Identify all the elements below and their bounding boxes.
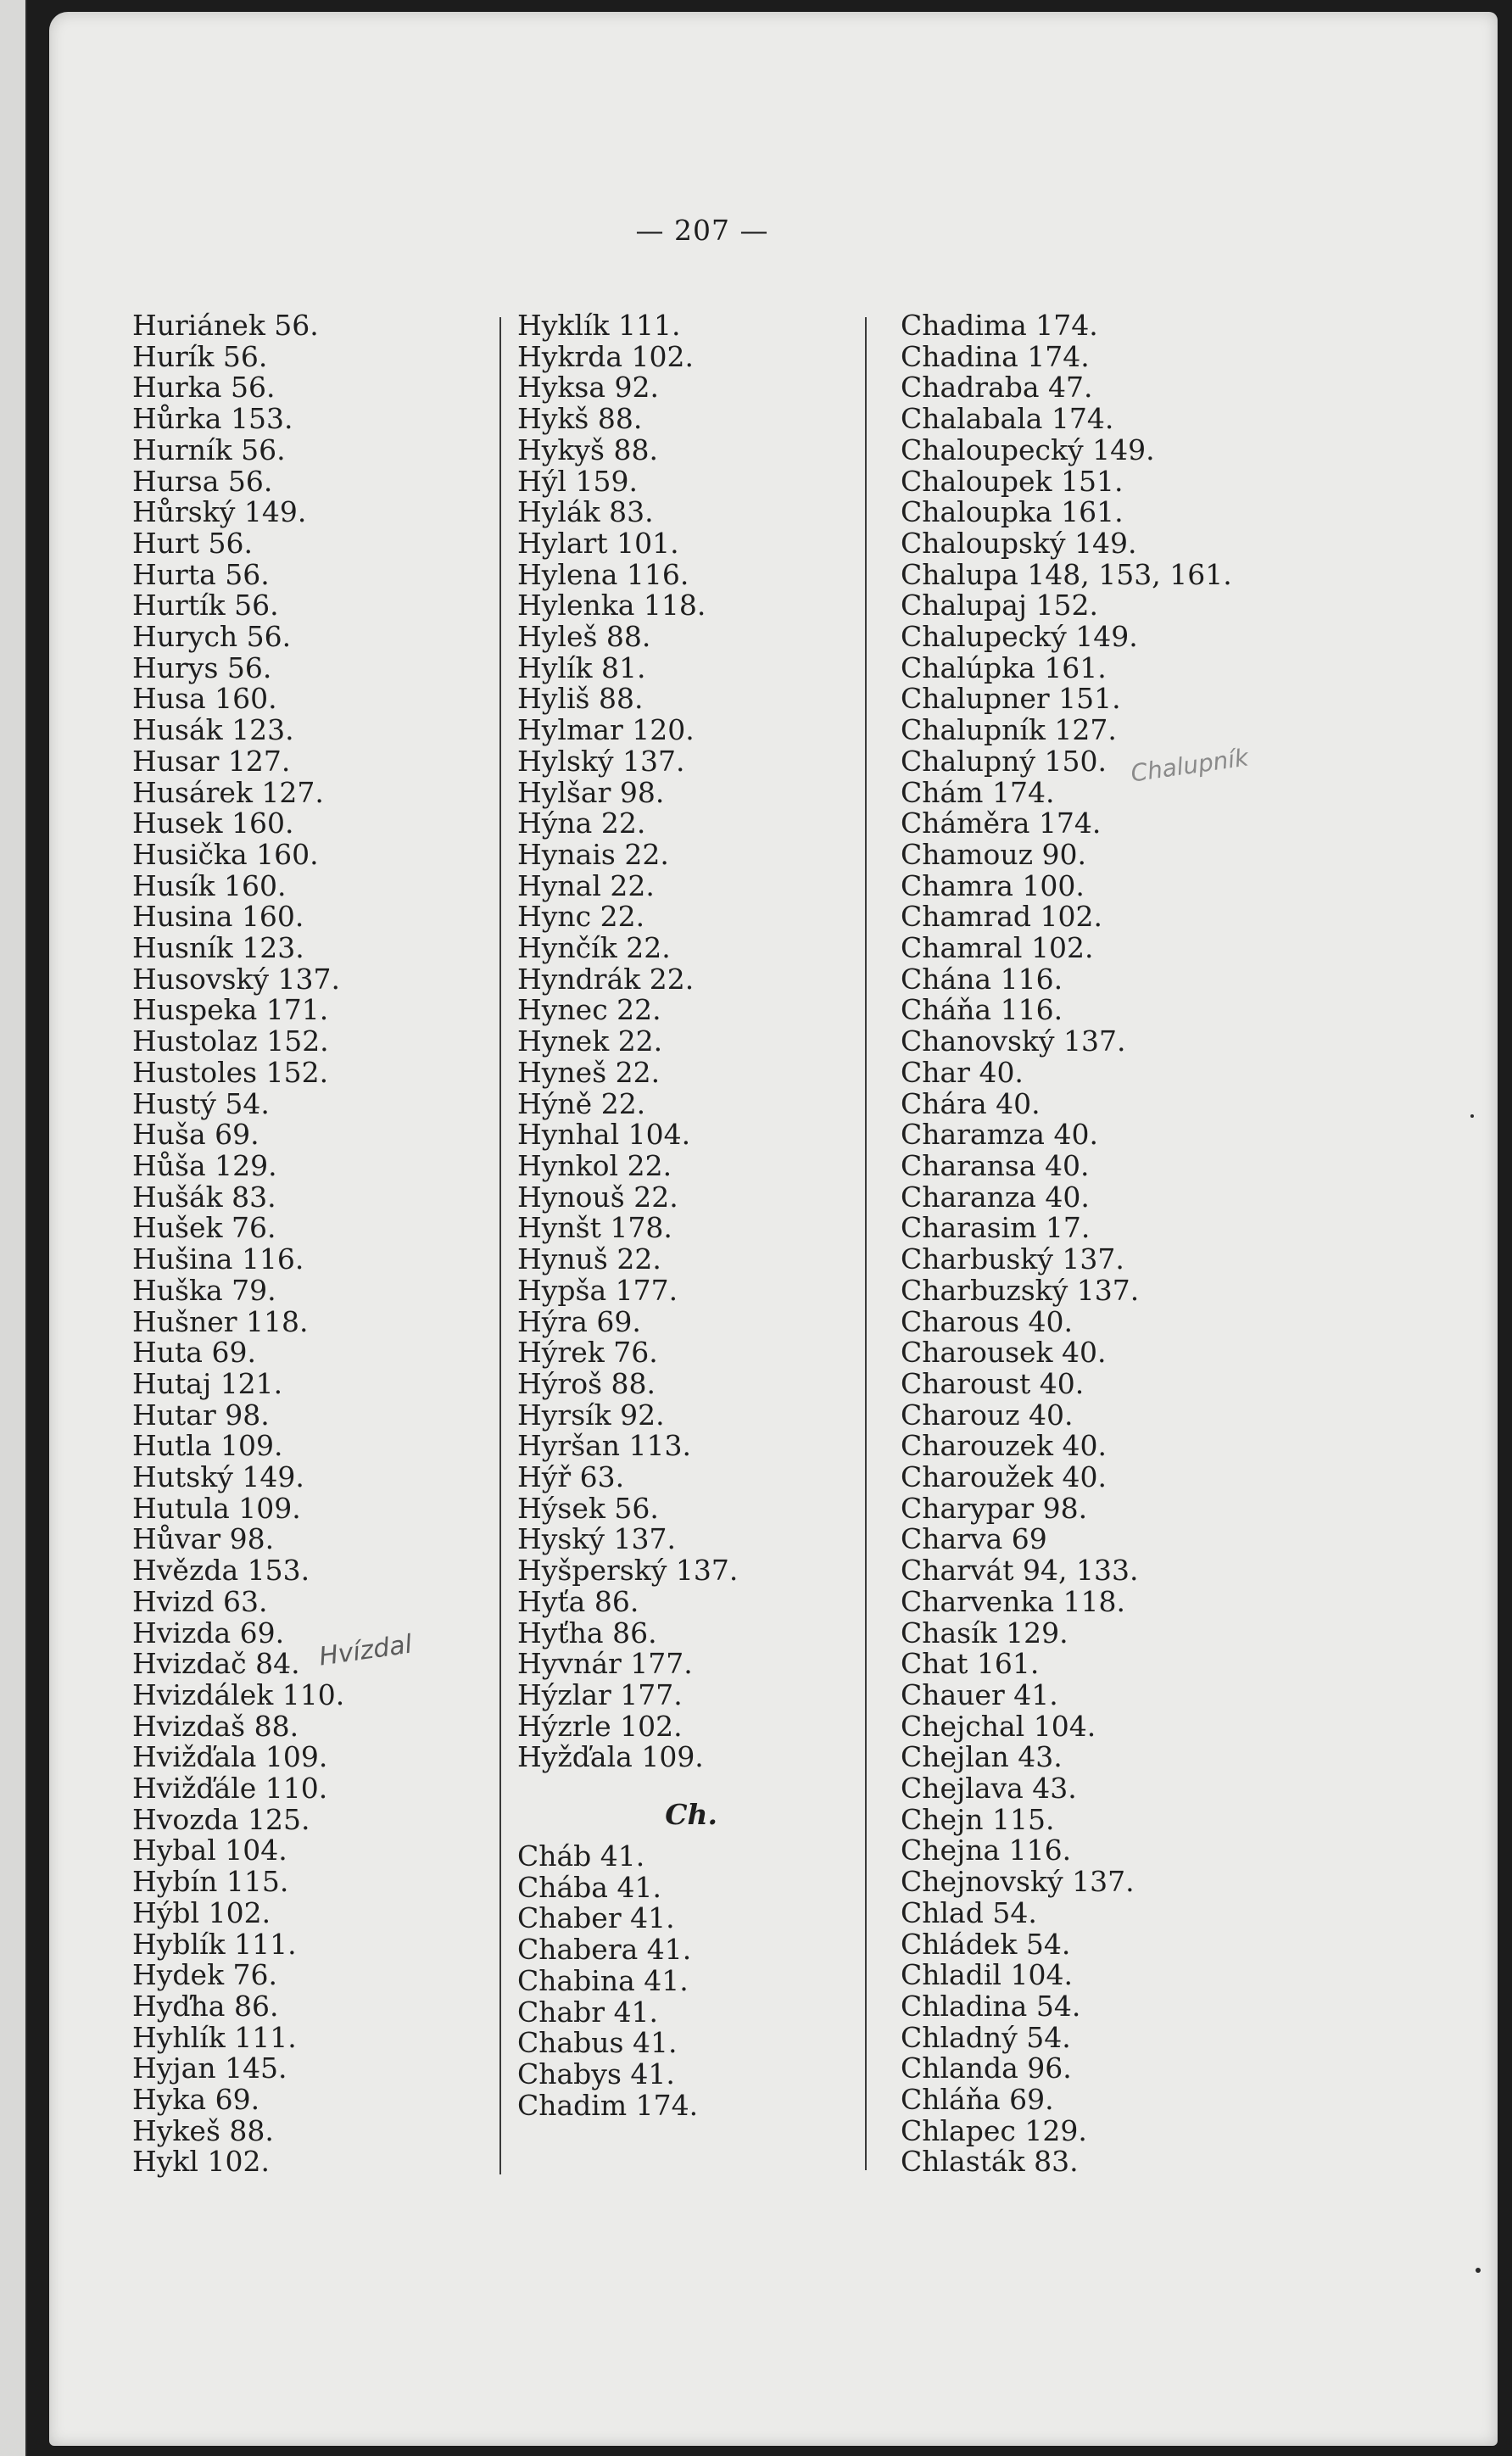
index-entry: Hylák 83. [517, 495, 654, 529]
index-entry: Husárek 127. [132, 775, 324, 809]
handwritten-note-hvizdal: Hvízdal [317, 1629, 415, 1672]
index-entry: Hurník 56. [132, 433, 286, 466]
index-entry: Chabr 41. [517, 1995, 659, 2029]
index-entry: Hýsek 56. [517, 1491, 659, 1525]
index-entry: Charoust 40. [901, 1366, 1085, 1400]
index-entry: Hýroš 88. [517, 1366, 656, 1400]
index-entry: Huša 69. [132, 1118, 259, 1152]
index-entry: Hůvar 98. [132, 1522, 275, 1556]
index-entry: Chlad 54. [901, 1895, 1037, 1929]
index-entry: Hůrský 149. [132, 495, 307, 529]
index-entry: Hustolaz 152. [132, 1024, 329, 1058]
index-entry: Hykyš 88. [517, 433, 658, 466]
index-entry: Chladina 54. [901, 1989, 1081, 2023]
index-entry: Chamrad 102. [901, 900, 1103, 934]
index-entry: Hursa 56. [132, 464, 273, 498]
index-entry: Chába 41. [517, 1870, 661, 1904]
index-entry: Cháňa 116. [901, 993, 1063, 1027]
index-entry: Hurys 56. [132, 650, 272, 684]
index-entry: Hvozda 125. [132, 1802, 310, 1836]
index-entry: Hylart 101. [517, 526, 679, 560]
index-entry: Chauer 41. [901, 1677, 1058, 1711]
scan-speck [1476, 2268, 1481, 2273]
index-entry: Charansa 40. [901, 1148, 1090, 1182]
index-entry: Hustý 54. [132, 1086, 270, 1120]
index-entry: Charanza 40. [901, 1180, 1090, 1214]
index-entry: Husar 127. [132, 744, 291, 778]
index-entry: Hyťha 86. [517, 1616, 657, 1649]
index-entry: Husička 160. [132, 837, 319, 871]
index-entry: Hynal 22. [517, 868, 655, 902]
index-entry: Charouzek 40. [901, 1429, 1107, 1463]
index-entry: Chalupník 127. [901, 713, 1117, 747]
index-entry: Hušek 76. [132, 1211, 276, 1245]
index-entry: Chláňa 69. [901, 2083, 1054, 2117]
index-column-2 [517, 310, 738, 2121]
index-entry: Hůša 129. [132, 1148, 277, 1182]
index-entry: Chaloupek 151. [901, 464, 1124, 498]
index-entry: Charypar 98. [901, 1491, 1088, 1525]
index-entry: Hynhal 104. [517, 1118, 691, 1152]
index-entry: Chabus 41. [517, 2026, 678, 2060]
index-entry: Chalupecký 149. [901, 620, 1138, 654]
index-entry: Huška 79. [132, 1273, 276, 1307]
index-entry: Hvizdač 84. [132, 1647, 300, 1681]
index-entry: Hutula 109. [132, 1491, 301, 1525]
index-entry: Hvizdaš 88. [132, 1709, 299, 1743]
page-number: — 207 — [635, 214, 769, 247]
index-entry: Hync 22. [517, 900, 645, 934]
index-entry: Hynais 22. [517, 837, 669, 871]
index-entry: Hyndrák 22. [517, 962, 695, 996]
index-entry: Hýrek 76. [517, 1336, 658, 1370]
index-entry: Chlasták 83. [901, 2145, 1079, 2179]
index-column-3 [901, 310, 1232, 2178]
index-entry: Chejn 115. [901, 1802, 1055, 1836]
index-entry: Charamza 40. [901, 1118, 1098, 1152]
scan-speck [1470, 1114, 1474, 1118]
index-entry: Cháb 41. [517, 1839, 645, 1873]
index-entry: Hylík 81. [517, 650, 646, 684]
index-entry: Hydek 76. [132, 1958, 278, 1992]
index-entry: Hyklík 111. [517, 309, 681, 342]
index-entry: Charous 40. [901, 1304, 1073, 1338]
index-entry: Hyhlík 111. [132, 2020, 297, 2054]
index-entry: Husník 123. [132, 931, 304, 965]
index-entry: Chadraba 47. [901, 371, 1093, 405]
index-entry: Hynkol 22. [517, 1148, 672, 1182]
index-entry: Hutar 98. [132, 1398, 270, 1432]
index-entry: Chalabala 174. [901, 402, 1114, 436]
index-entry: Hyneš 22. [517, 1055, 661, 1089]
index-entry: Chlanda 96. [901, 2051, 1072, 2085]
index-entry: Hutla 109. [132, 1429, 283, 1463]
index-entry: Hyksa 92. [517, 371, 659, 405]
index-entry: Hynšt 178. [517, 1211, 672, 1245]
index-entry: Chladil 104. [901, 1958, 1073, 1992]
index-entry: Cháměra 174. [901, 807, 1102, 840]
index-entry: Hýl 159. [517, 464, 638, 498]
handwritten-note-chalupnik: Chalupník [1129, 743, 1251, 788]
index-entry: Hyrsík 92. [517, 1398, 665, 1432]
index-entry: Hýna 22. [517, 807, 646, 840]
index-entry: Husa 160. [132, 682, 277, 716]
index-entry: Chasík 129. [901, 1616, 1068, 1649]
index-entry: Husík 160. [132, 868, 287, 902]
index-entry: Hynec 22. [517, 993, 661, 1027]
index-entry: Huriánek 56. [132, 309, 319, 342]
index-entry: Chám 174. [901, 775, 1055, 809]
index-entry: Chalupaj 152. [901, 589, 1098, 622]
index-entry: Hýř 63. [517, 1460, 625, 1494]
index-entry: Charbuzský 137. [901, 1273, 1140, 1307]
index-entry: Hynuš 22. [517, 1242, 661, 1276]
index-entry: Hyblík 111. [132, 1927, 297, 1961]
index-entry: Hýra 69. [517, 1304, 641, 1338]
index-entry: Chalupa 148, 153, 161. [901, 557, 1232, 591]
index-entry: Chána 116. [901, 962, 1063, 996]
index-entry: Chabera 41. [517, 1933, 692, 1967]
index-entry: Huta 69. [132, 1336, 256, 1370]
index-entry: Charva 69 [901, 1522, 1047, 1556]
index-entry: Husák 123. [132, 713, 294, 747]
index-entry: Hurtík 56. [132, 589, 279, 622]
index-entry: Hyjan 145. [132, 2051, 287, 2085]
index-entry: Hyský 137. [517, 1522, 676, 1556]
index-entry: Chladný 54. [901, 2020, 1071, 2054]
index-entry: Chadina 174. [901, 339, 1090, 373]
index-entry: Chanovský 137. [901, 1024, 1126, 1058]
index-entry: Chat 161. [901, 1647, 1040, 1681]
index-entry: Chlapec 129. [901, 2113, 1087, 2147]
index-entry: Char 40. [901, 1055, 1024, 1089]
index-entry: Hypša 177. [517, 1273, 678, 1307]
index-entry: Chalúpka 161. [901, 650, 1107, 684]
index-entry: Chamra 100. [901, 868, 1085, 902]
index-entry: Hýzlar 177. [517, 1677, 683, 1711]
index-entry: Chaber 41. [517, 1901, 675, 1935]
index-entry: Charousek 40. [901, 1336, 1107, 1370]
index-entry: Hykeš 88. [132, 2113, 274, 2147]
index-entry: Chaloupka 161. [901, 495, 1124, 529]
index-entry: Husek 160. [132, 807, 294, 840]
index-entry: Hvizdálek 110. [132, 1677, 345, 1711]
index-entry: Hýzrle 102. [517, 1709, 683, 1743]
index-entry: Husovský 137. [132, 962, 341, 996]
index-entry: Hylmar 120. [517, 713, 695, 747]
index-entry: Hyleš 88. [517, 620, 651, 654]
index-entry: Hurka 56. [132, 371, 276, 405]
index-entry: Hyťa 86. [517, 1584, 639, 1618]
index-entry: Hynčík 22. [517, 931, 671, 965]
index-entry: Hybal 104. [132, 1834, 287, 1867]
index-entry: Hvižďala 109. [132, 1740, 328, 1774]
column-divider-2 [865, 317, 867, 2170]
index-entry: Charvenka 118. [901, 1584, 1126, 1618]
index-entry: Chaloupský 149. [901, 526, 1137, 560]
index-column-1 [132, 310, 344, 2178]
index-entry: Hylšar 98. [517, 775, 665, 809]
section-heading-ch: Ch. [665, 1798, 718, 1832]
index-entry: Hurych 56. [132, 620, 292, 654]
index-entry: Chejna 116. [901, 1834, 1072, 1867]
index-entry: Hyliš 88. [517, 682, 644, 716]
index-entry: Hybín 115. [132, 1865, 289, 1899]
index-entry: Hyvnár 177. [517, 1647, 693, 1681]
index-entry: Hykl 102. [132, 2145, 270, 2179]
index-entry: Husina 160. [132, 900, 304, 934]
index-entry: Hurt 56. [132, 526, 254, 560]
index-entry: Hvižďále 110. [132, 1772, 328, 1806]
index-entry: Chejlan 43. [901, 1740, 1063, 1774]
column-divider-1 [499, 317, 501, 2174]
index-entry: Hvizd 63. [132, 1584, 268, 1618]
index-entry: Charbuský 137. [901, 1242, 1124, 1276]
index-entry: Hurík 56. [132, 339, 268, 373]
index-entry: Chamral 102. [901, 931, 1094, 965]
index-entry: Chára 40. [901, 1086, 1041, 1120]
index-entry: Chalupný 150. [901, 744, 1107, 778]
index-entry: Hýně 22. [517, 1086, 646, 1120]
index-entry: Hušina 116. [132, 1242, 304, 1276]
index-entry: Hykrda 102. [517, 339, 694, 373]
index-entry: Hyršan 113. [517, 1429, 692, 1463]
index-entry: Hýbl 102. [132, 1895, 271, 1929]
index-entry: Hutaj 121. [132, 1366, 283, 1400]
index-entry: Chadima 174. [901, 309, 1098, 342]
index-entry: Hvizda 69. [132, 1616, 285, 1649]
index-entry: Chaloupecký 149. [901, 433, 1155, 466]
index-entry: Hutský 149. [132, 1460, 304, 1494]
index-entry: Hynouš 22. [517, 1180, 678, 1214]
index-entry: Chejnovský 137. [901, 1865, 1135, 1899]
index-entry: Chamouz 90. [901, 837, 1086, 871]
index-entry: Chládek 54. [901, 1927, 1071, 1961]
index-entry: Hustoles 152. [132, 1055, 329, 1089]
index-entry: Hušner 118. [132, 1304, 309, 1338]
index-entry: Hůrka 153. [132, 402, 293, 436]
index-entry: Chejlava 43. [901, 1772, 1077, 1806]
index-entry: Chejchal 104. [901, 1709, 1096, 1743]
index-entry: Chabys 41. [517, 2057, 675, 2090]
index-entry: Chadim 174. [517, 2088, 699, 2122]
index-entry: Charasim 17. [901, 1211, 1091, 1245]
index-entry: Hyžďala 109. [517, 1740, 704, 1774]
index-entry: Hylena 116. [517, 557, 689, 591]
index-entry: Hylenka 118. [517, 589, 706, 622]
index-entry: Charouz 40. [901, 1398, 1074, 1432]
index-entry: Charvát 94, 133. [901, 1554, 1139, 1588]
book-page [49, 12, 1498, 2446]
index-entry: Hyšperský 137. [517, 1554, 739, 1588]
scan-left-edge [0, 0, 27, 2456]
index-entry: Charoužek 40. [901, 1460, 1107, 1494]
index-entry: Hvězda 153. [132, 1554, 310, 1588]
index-entry: Chabina 41. [517, 1963, 689, 1997]
index-entry: Hynek 22. [517, 1024, 663, 1058]
index-entry: Hušák 83. [132, 1180, 276, 1214]
index-entry: Hylský 137. [517, 744, 685, 778]
index-entry: Hurta 56. [132, 557, 270, 591]
index-entry: Hykš 88. [517, 402, 643, 436]
index-entry: Huspeka 171. [132, 993, 329, 1027]
index-entry: Hyka 69. [132, 2083, 260, 2117]
index-entry: Hyďha 86. [132, 1989, 279, 2023]
index-entry: Chalupner 151. [901, 682, 1121, 716]
